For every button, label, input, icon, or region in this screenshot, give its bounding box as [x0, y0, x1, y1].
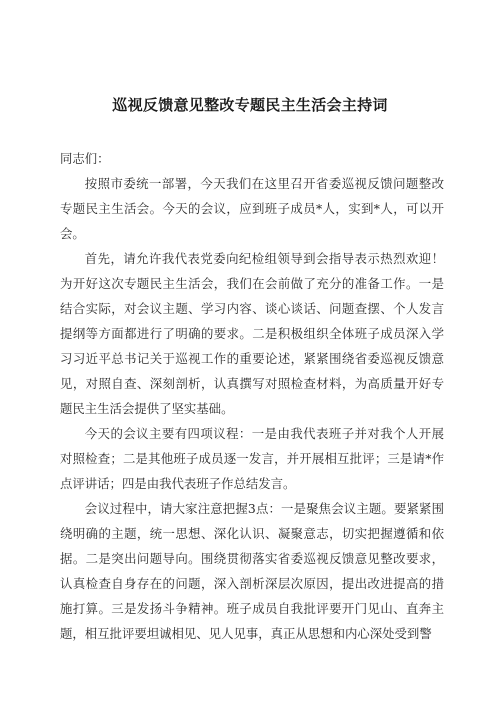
paragraph-agenda: 今天的会议主要有四项议程：一是由我代表班子并对我个人开展对照检查；二是其他班子成员逐一发言，并开展相互批评；三是请*作点评讲话；四是由我代表班子作总结发言。	[60, 426, 444, 491]
paragraph-requirements: 会议过程中，请大家注意把握3点：一是聚焦会议主题。要紧紧围绕明确的主题，统一思想、深化认识、凝聚意志，切实把握遵循和依据。二是突出问题导向。围绕贯彻落实省委巡视反馈意见整改要求，认真检查自身存在的问题，深入剖析深层次原因，提出改进提高的措施打算。三是发扬斗争精神。班子成员自我批评要开门见山、直奔主题，相互批评要坦诚相见、见人见事，真正从思想和内心深处受到警	[60, 501, 444, 641]
document-body	[60, 146, 444, 646]
paragraph-opening: 按照市委统一部署，今天我们在这里召开省委巡视反馈问题整改专题民主生活会。今天的会议，应到班子成员*人，实到*人，可以开会。	[60, 176, 444, 241]
paragraph-preparation: 首先，请允许我代表党委向纪检组领导到会指导表示热烈欢迎！为开好这次专题民主生活会，我们在会前做了充分的准备工作。一是结合实际，对会议主题、学习内容、谈心谈话、问题查摆、个人发言提纲等方面都进行了明确的要求。二是积极组织全体班子成员深入学习习近平总书记关于巡视工作的重要论述，紧紧围绕省委巡视反馈意见，对照自查、深刻剖析，认真撰写对照检查材料，为高质量开好专题民主生活会提供了坚实基础。	[60, 251, 444, 416]
salutation: 同志们：	[60, 151, 110, 166]
document-title: 巡视反馈意见整改专题民主生活会主持词	[112, 96, 388, 114]
